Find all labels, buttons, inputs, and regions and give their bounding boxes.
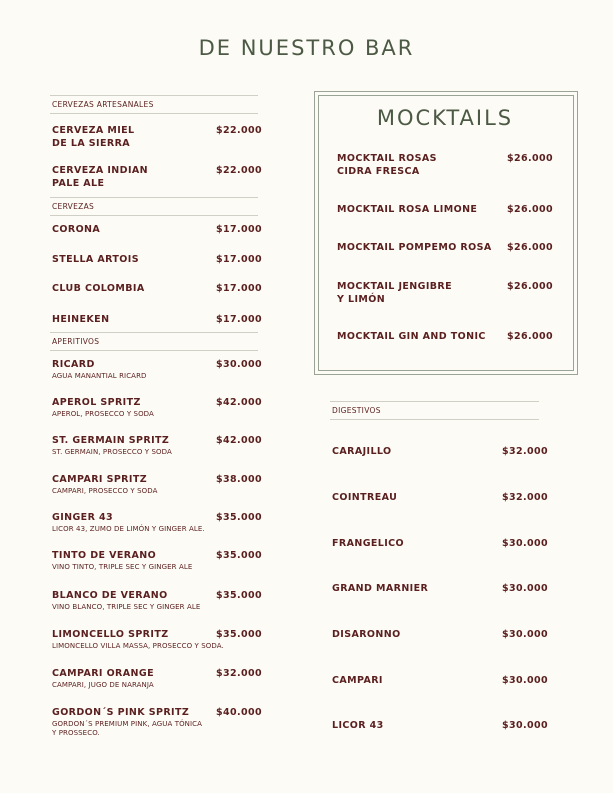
item-name: MOCKTAIL ROSAS CIDRA FRESCA [337, 153, 437, 177]
menu-item [52, 223, 100, 236]
item-price: $32.000 [216, 668, 263, 679]
item-description: GORDON´S PREMIUM PINK, AGUA TÓNICA Y PROSSECO. [52, 720, 203, 737]
item-description: VINO TINTO, TRIPLE SEC Y GINGER ALE [52, 563, 193, 571]
item-name: CERVEZA MIEL DE LA SIERRA [52, 125, 135, 149]
item-name: CARAJILLO [332, 446, 392, 457]
item-name: TINTO DE VERANO [52, 550, 157, 561]
item-description: AGUA MANANTIAL RICARD [52, 372, 147, 380]
item-name: CAMPARI [332, 675, 383, 686]
item-name: MOCKTAIL GIN AND TONIC [337, 331, 486, 342]
item-name: RICARD [52, 359, 95, 370]
item-price: $30.000 [216, 359, 263, 370]
item-price: $32.000 [502, 492, 549, 503]
menu-item [332, 674, 383, 687]
menu-item [337, 152, 437, 178]
section-label: CERVEZAS [50, 197, 258, 216]
item-name: CERVEZA INDIAN PALE ALE [52, 165, 148, 189]
menu-item [332, 628, 401, 641]
item-name: GRAND MARNIER [332, 583, 429, 594]
menu-item [52, 396, 154, 419]
menu-item [332, 537, 404, 550]
item-name: LICOR 43 [332, 720, 384, 731]
menu-item [332, 445, 392, 458]
item-price: $26.000 [507, 153, 554, 164]
section-label: DIGESTIVOS [330, 401, 539, 420]
item-price: $40.000 [216, 707, 263, 718]
menu-item [337, 330, 486, 343]
item-name: CORONA [52, 224, 101, 235]
item-price: $26.000 [507, 281, 554, 292]
item-description: CAMPARI, JUGO DE NARANJA [52, 681, 154, 689]
menu-item [52, 358, 147, 381]
menu-item [52, 473, 158, 496]
item-price: $42.000 [216, 397, 263, 408]
item-price: $26.000 [507, 242, 554, 253]
mocktails-title: MOCKTAILS [376, 106, 514, 130]
menu-item [52, 628, 224, 651]
item-price: $35.000 [216, 550, 263, 561]
menu-item [332, 491, 397, 504]
item-name: MOCKTAIL ROSA LIMONE [337, 204, 478, 215]
item-price: $17.000 [216, 283, 263, 294]
menu-item [52, 667, 154, 690]
item-price: $30.000 [502, 675, 549, 686]
item-name: ST. GERMAIN SPRITZ [52, 435, 170, 446]
item-name: MOCKTAIL JENGIBRE Y LIMÓN [337, 281, 453, 305]
item-name: BLANCO DE VERANO [52, 590, 168, 601]
item-price: $35.000 [216, 590, 263, 601]
item-price: $17.000 [216, 254, 263, 265]
item-price: $17.000 [216, 314, 263, 325]
item-price: $22.000 [216, 165, 263, 176]
item-name: LIMONCELLO SPRITZ [52, 629, 169, 640]
menu-item [337, 203, 477, 216]
menu-item [52, 511, 205, 534]
item-description: VINO BLANCO, TRIPLE SEC Y GINGER ALE [52, 603, 201, 611]
item-name: CAMPARI ORANGE [52, 668, 154, 679]
section-label: CERVEZAS ARTESANALES [50, 95, 258, 114]
item-price: $30.000 [502, 538, 549, 549]
menu-item [52, 253, 139, 266]
menu-item [332, 719, 384, 732]
item-price: $30.000 [502, 629, 549, 640]
item-name: FRANGELICO [332, 538, 405, 549]
item-description: LIMONCELLO VILLA MASSA, PROSECCO Y SODA. [52, 642, 224, 650]
item-price: $17.000 [216, 224, 263, 235]
menu-item [52, 434, 172, 457]
item-name: APEROL SPRITZ [52, 397, 141, 408]
item-price: $38.000 [216, 474, 263, 485]
menu-item [332, 582, 428, 595]
item-price: $30.000 [502, 720, 549, 731]
section-label: APERITIVOS [50, 332, 258, 351]
menu-item [52, 124, 135, 150]
item-name: DISARONNO [332, 629, 401, 640]
item-name: GINGER 43 [52, 512, 114, 523]
item-name: MOCKTAIL POMPEMO ROSA [337, 242, 492, 253]
menu-item [52, 549, 192, 572]
item-name: STELLA ARTOIS [52, 254, 139, 265]
menu-item [52, 164, 148, 190]
item-description: APEROL, PROSECCO Y SODA [52, 410, 154, 418]
item-description: ST. GERMAIN, PROSECCO Y SODA [52, 448, 172, 456]
menu-item [52, 313, 109, 326]
item-price: $22.000 [216, 125, 263, 136]
item-price: $26.000 [507, 331, 554, 342]
menu-item [52, 706, 202, 738]
menu-item [337, 241, 492, 254]
item-name: CLUB COLOMBIA [52, 283, 145, 294]
item-price: $26.000 [507, 204, 554, 215]
item-price: $30.000 [502, 583, 549, 594]
menu-item [337, 280, 452, 306]
item-description: LICOR 43, ZUMO DE LIMÓN Y GINGER ALE. [52, 525, 205, 533]
item-price: $35.000 [216, 512, 263, 523]
item-price: $42.000 [216, 435, 263, 446]
item-name: CAMPARI SPRITZ [52, 474, 148, 485]
item-name: GORDON´S PINK SPRITZ [52, 707, 190, 718]
page-title: DE NUESTRO BAR [198, 36, 415, 60]
item-price: $35.000 [216, 629, 263, 640]
menu-item [52, 589, 200, 612]
item-price: $32.000 [502, 446, 549, 457]
item-name: COINTREAU [332, 492, 398, 503]
menu-item [52, 282, 145, 295]
item-description: CAMPARI, PROSECCO Y SODA [52, 487, 158, 495]
item-name: HEINEKEN [52, 314, 110, 325]
